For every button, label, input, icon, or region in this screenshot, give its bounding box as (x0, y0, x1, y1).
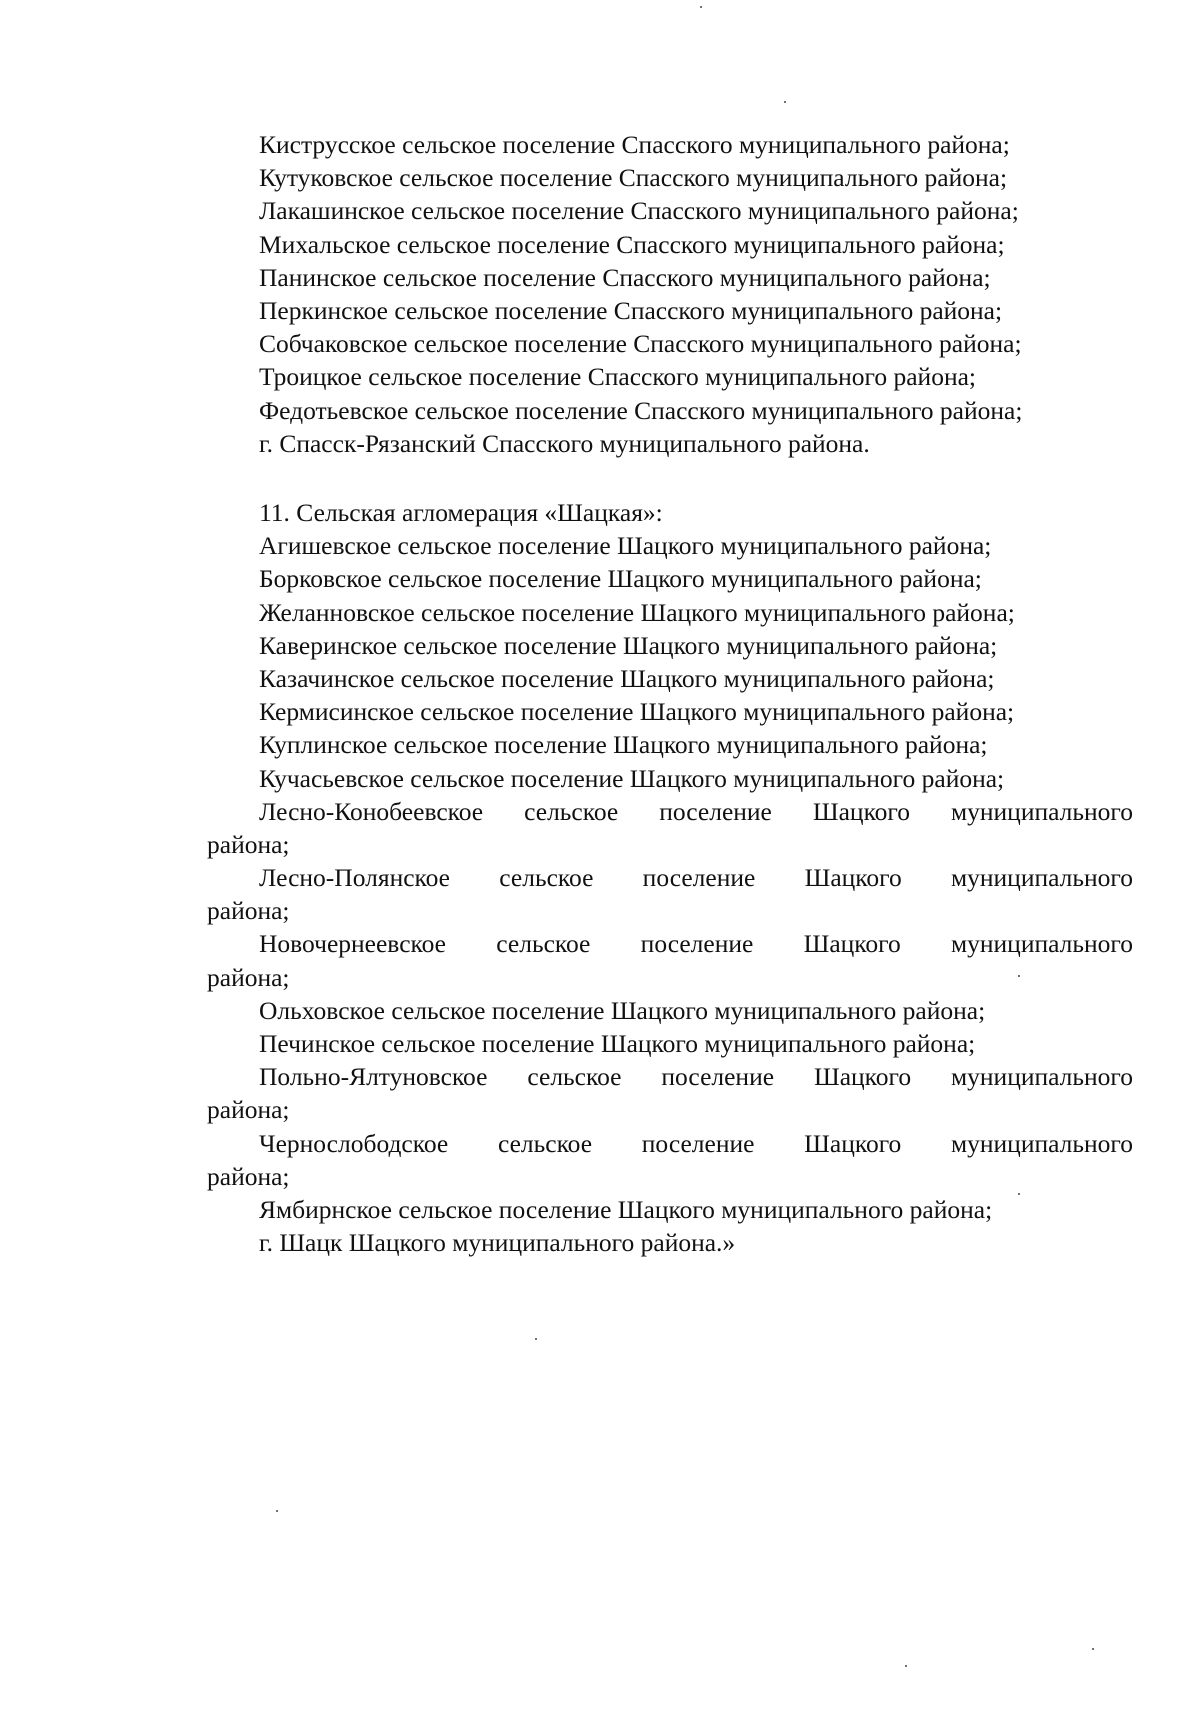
list-item: Троицкое сельское поселение Спасского муниципального района; (259, 362, 977, 392)
spassky-list (207, 128, 1133, 460)
scan-speck (905, 1665, 907, 1667)
scan-speck (276, 1510, 278, 1512)
list-item: Желанновское сельское поселение Шацкого муниципального района; (259, 597, 1015, 627)
list-item-continuation: района; (207, 1095, 290, 1125)
list-item-continuation: района; (207, 896, 290, 926)
list-item: Кермисинское сельское поселение Шацкого муниципального района; (259, 697, 1015, 727)
list-item: Перкинское сельское поселение Спасского муниципального района; (259, 295, 1003, 325)
list-item-continuation: района; (207, 962, 290, 992)
list-item-first-line: Лесно-Конобеевское сельское поселение Шацкого муниципального (259, 796, 1133, 826)
list-item: Казачинское сельское поселение Шацкого муниципального района; (259, 663, 995, 693)
list-item: Куплинское сельское поселение Шацкого муниципального района; (259, 730, 988, 760)
scan-speck (1018, 975, 1020, 977)
scan-speck (784, 101, 786, 103)
list-item: Борковское сельское поселение Шацкого муниципального района; (259, 564, 982, 594)
list-item: Кутуковское сельское поселение Спасского муниципального района; (259, 163, 1008, 193)
list-item: Киструсское сельское поселение Спасского муниципального района; (259, 130, 1010, 159)
scan-speck (535, 1338, 537, 1340)
list-item: Панинское сельское поселение Спасского муниципального района; (259, 262, 991, 292)
list-item: Каверинское сельское поселение Шацкого муниципального района; (259, 630, 998, 660)
scan-speck (700, 6, 702, 8)
list-item: Лакашинское сельское поселение Спасского муниципального района; (259, 196, 1019, 226)
list-item-continuation: района; (207, 1161, 290, 1191)
list-item: г. Спасск-Рязанский Спасского муниципального района. (259, 428, 870, 458)
list-item: Михальское сельское поселение Спасского муниципального района; (259, 229, 1005, 259)
list-item: Кучасьевское сельское поселение Шацкого муниципального района; (259, 763, 1005, 793)
list-item-first-line: Чернослободское сельское поселение Шацкого муниципального (259, 1128, 1133, 1158)
scan-speck (1092, 1648, 1094, 1650)
list-item: г. Шацк Шацкого муниципального района.» (259, 1228, 736, 1258)
list-item: Агишевское сельское поселение Шацкого муниципального района; (259, 531, 992, 561)
list-item: Федотьевское сельское поселение Спасского муниципального района; (259, 395, 1023, 425)
list-item-first-line: Польно-Ялтуновское сельское поселение Шацкого муниципального (259, 1062, 1133, 1092)
list-item: Ямбирнское сельское поселение Шацкого муниципального района; (259, 1194, 993, 1224)
list-item: Печинское сельское поселение Шацкого муниципального района; (259, 1029, 976, 1058)
scan-speck (1018, 1193, 1020, 1195)
shatskaya-section (207, 496, 1133, 1259)
section-heading: 11. Сельская агломерация «Шацкая»: (259, 498, 663, 527)
list-item-first-line: Новочернеевское сельское поселение Шацкого муниципального (259, 929, 1133, 959)
list-item: Собчаковское сельское поселение Спасского муниципального района; (259, 329, 1022, 359)
list-item-continuation: района; (207, 829, 290, 859)
list-item-first-line: Лесно-Полянское сельское поселение Шацкого муниципального (259, 863, 1133, 893)
list-item: Ольховское сельское поселение Шацкого муниципального района; (259, 995, 986, 1025)
